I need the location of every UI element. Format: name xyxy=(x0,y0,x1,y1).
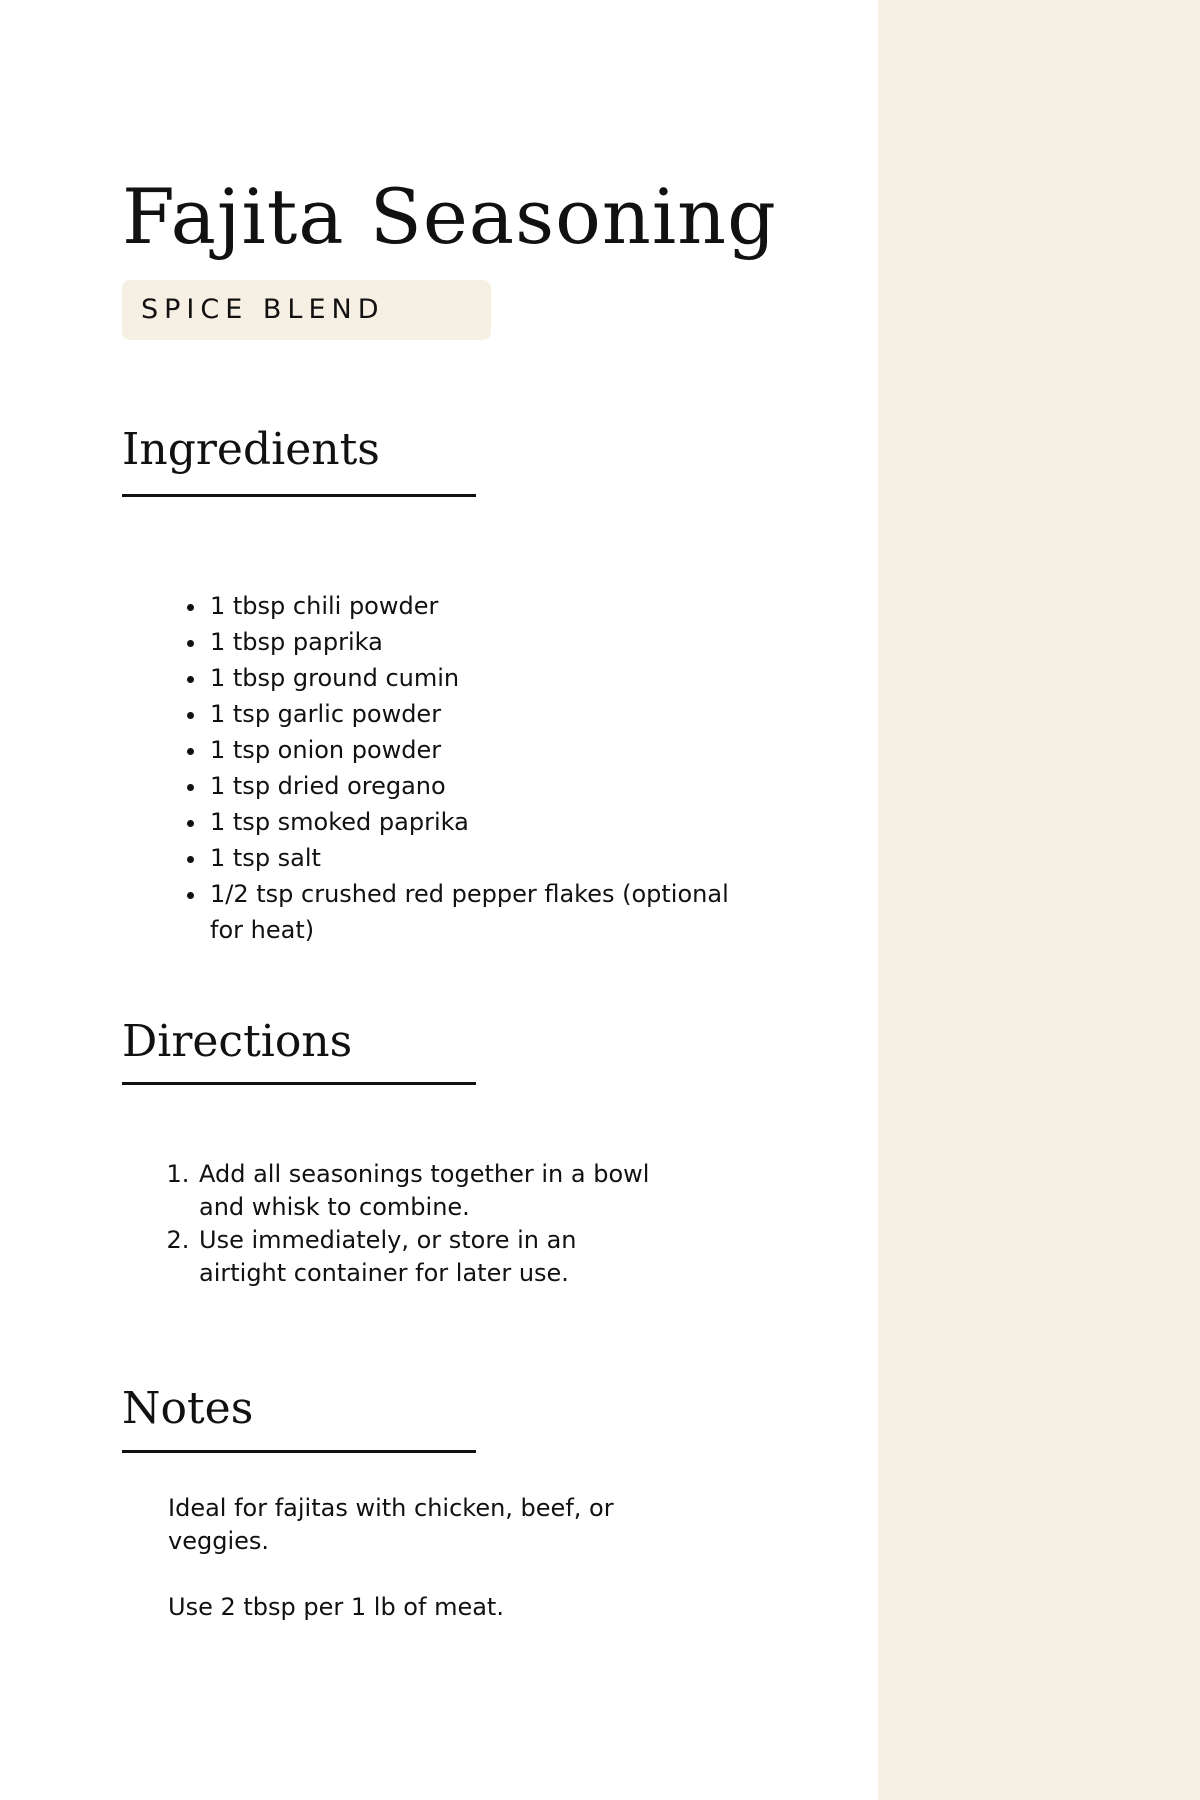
category-tag: SPICE BLEND xyxy=(122,280,491,340)
ingredient-item: • 1 tsp dried oregano xyxy=(208,768,768,804)
directions-heading: Directions xyxy=(122,1016,353,1067)
notes-divider xyxy=(122,1450,476,1453)
notes-heading: Notes xyxy=(122,1383,254,1434)
ingredients-heading: Ingredients xyxy=(122,424,380,475)
recipe-title: Fajita Seasoning xyxy=(122,172,777,261)
ingredient-item: • 1 tbsp ground cumin xyxy=(208,660,768,696)
decorative-side-panel xyxy=(878,0,1200,1800)
ingredient-item: • 1 tbsp paprika xyxy=(208,624,768,660)
direction-step: 2. Use immediately, or store in an airtight container for later use. xyxy=(197,1224,667,1290)
ingredient-item: • 1 tsp salt xyxy=(208,840,768,876)
ingredient-item: • 1 tsp onion powder xyxy=(208,732,768,768)
direction-step: 1. Add all seasonings together in a bowl and whisk to combine. xyxy=(197,1158,667,1224)
note-paragraph: Ideal for fajitas with chicken, beef, or veggies. xyxy=(168,1494,614,1555)
directions-divider xyxy=(122,1082,476,1085)
ingredients-list xyxy=(122,588,768,948)
notes-body xyxy=(168,1492,638,1624)
ingredient-item: • 1 tsp garlic powder xyxy=(208,696,768,732)
ingredient-item: • 1 tsp smoked paprika xyxy=(208,804,768,840)
directions-list xyxy=(122,1158,667,1290)
ingredient-item: • 1 tbsp chili powder xyxy=(208,588,768,624)
note-paragraph: Use 2 tbsp per 1 lb of meat. xyxy=(168,1593,504,1621)
ingredients-divider xyxy=(122,494,476,497)
ingredient-item: • 1/2 tsp crushed red pepper flakes (optional for heat) xyxy=(208,876,768,948)
